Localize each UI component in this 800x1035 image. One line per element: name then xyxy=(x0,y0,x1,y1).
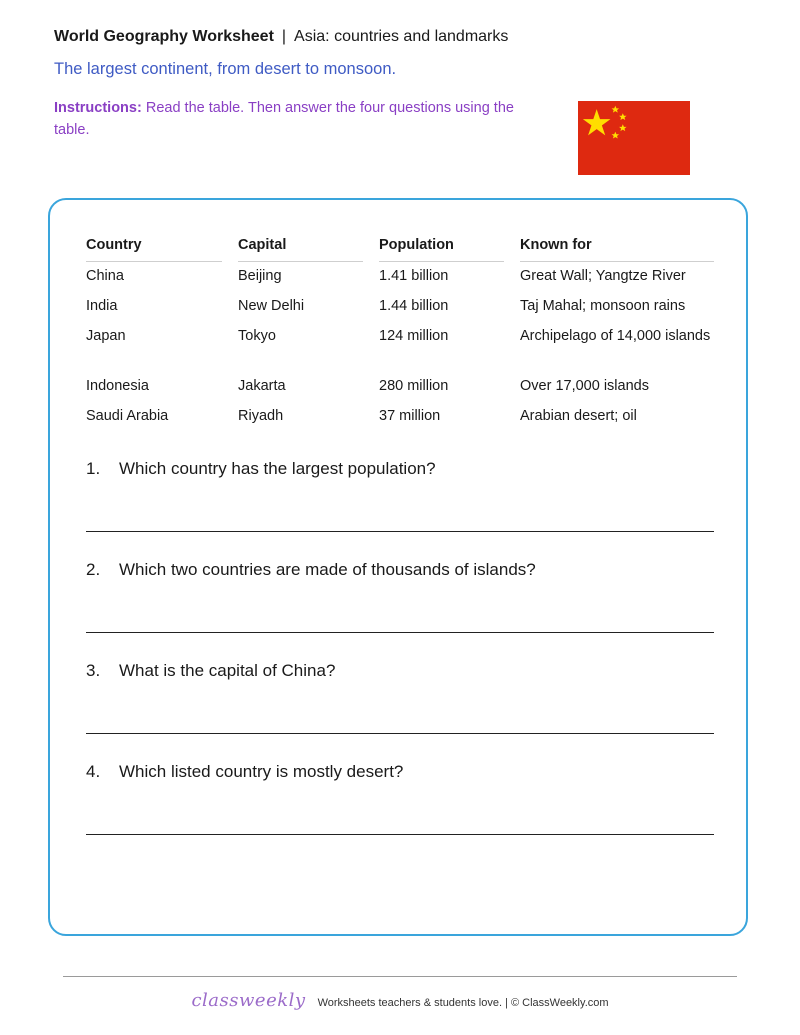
question-text: Which country has the largest population? xyxy=(119,459,436,478)
table-row xyxy=(86,295,714,325)
instructions-label: Instructions: xyxy=(54,100,142,116)
question-number: 2. xyxy=(86,560,101,579)
question-number: 4. xyxy=(86,762,101,781)
question-3 xyxy=(86,660,714,761)
cell-country: Saudi Arabia xyxy=(86,408,169,424)
question-4-text-wrap xyxy=(86,761,403,783)
cell-capital: Jakarta xyxy=(238,378,286,394)
answer-line[interactable] xyxy=(86,733,714,734)
question-1-text-wrap xyxy=(86,458,436,480)
question-1 xyxy=(86,458,714,559)
footer-tagline: Worksheets teachers & students love. | © ClassWeekly.com xyxy=(317,997,609,1009)
header-separator: | xyxy=(281,28,287,45)
worksheet-title: World Geography Worksheet xyxy=(54,28,274,45)
questions-list xyxy=(86,458,714,862)
table-row xyxy=(86,325,714,375)
cell-country: India xyxy=(86,298,118,314)
cell-known-for: Great Wall; Yangtze River xyxy=(520,268,686,284)
question-number: 1. xyxy=(86,459,101,478)
question-text: Which two countries are made of thousands of islands? xyxy=(119,560,536,579)
worksheet-topic: Asia: countries and landmarks xyxy=(294,28,509,45)
cell-capital: Beijing xyxy=(238,268,282,284)
answer-line[interactable] xyxy=(86,834,714,835)
answer-line[interactable] xyxy=(86,531,714,532)
column-header-country: Country xyxy=(86,236,222,262)
instructions-text: Read the table. Then answer the four questions using the table. xyxy=(54,100,514,138)
cell-capital: Tokyo xyxy=(238,328,276,344)
cell-population: 37 million xyxy=(379,408,441,424)
table-row xyxy=(86,405,714,435)
page-footer xyxy=(0,990,800,1011)
cell-population: 1.44 billion xyxy=(379,298,449,314)
table-header-row xyxy=(86,236,714,262)
answer-line[interactable] xyxy=(86,632,714,633)
worksheet-header xyxy=(54,27,508,47)
footer-divider xyxy=(63,976,737,977)
instructions xyxy=(54,97,534,141)
column-header-population: Population xyxy=(379,236,504,262)
table-row xyxy=(86,265,714,295)
cell-country: Indonesia xyxy=(86,378,149,394)
column-header-capital: Capital xyxy=(238,236,363,262)
cell-capital: New Delhi xyxy=(238,298,305,314)
china-flag-icon xyxy=(578,101,690,175)
cell-population: 1.41 billion xyxy=(379,268,449,284)
question-text: What is the capital of China? xyxy=(119,661,336,680)
question-2 xyxy=(86,559,714,660)
cell-known-for: Taj Mahal; monsoon rains xyxy=(520,298,686,314)
question-4 xyxy=(86,761,714,862)
cell-country: China xyxy=(86,268,124,284)
question-2-text-wrap xyxy=(86,559,536,581)
question-text: Which listed country is mostly desert? xyxy=(119,762,404,781)
cell-known-for: Arabian desert; oil xyxy=(520,408,637,424)
cell-known-for: Archipelago of 14,000 islands xyxy=(520,328,711,344)
question-number: 3. xyxy=(86,661,101,680)
table-row xyxy=(86,375,714,405)
question-3-text-wrap xyxy=(86,660,335,682)
worksheet-subtitle: The largest continent, from desert to monsoon. xyxy=(54,60,397,78)
countries-table xyxy=(86,236,714,435)
cell-known-for: Over 17,000 islands xyxy=(520,378,649,394)
cell-population: 280 million xyxy=(379,378,449,394)
cell-country: Japan xyxy=(86,328,126,344)
cell-capital: Riyadh xyxy=(238,408,284,424)
cell-population: 124 million xyxy=(379,328,449,344)
brand-logo: classweekly xyxy=(191,990,306,1011)
column-header-known-for: Known for xyxy=(520,236,714,262)
